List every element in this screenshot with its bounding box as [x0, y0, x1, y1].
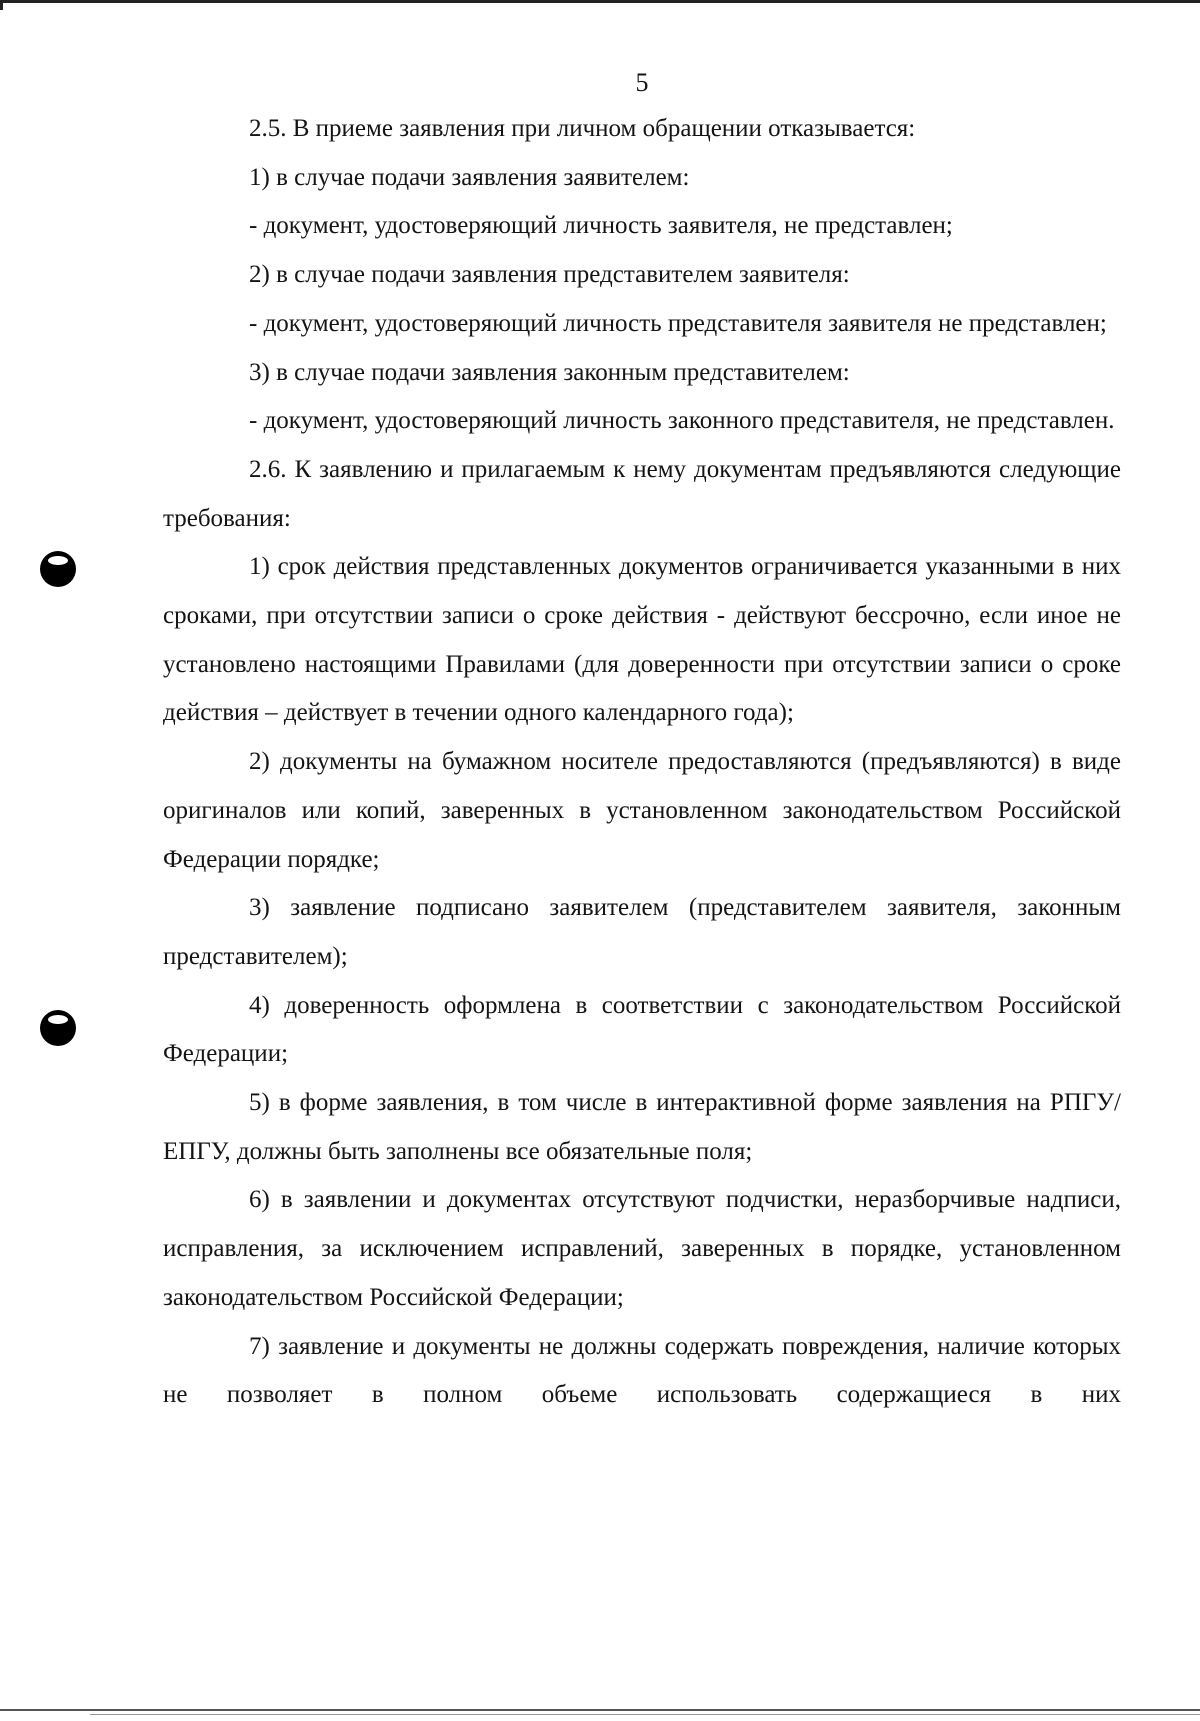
requirement-item: 1) срок действия представленных документов ограничивается указанными в них сроками, при отсутствии записи о сроке действия - действуют бессрочно, если иное не установлено настоящими Правилами (для доверенности при отсутствии записи о сроке действия – действует в течении одного календарного года);: [163, 553, 1121, 727]
requirement-item: 4) доверенность оформлена в соответствии с законодательством Российской Федерации;: [163, 991, 1121, 1068]
paragraph-item: 1) в случае подачи заявления заявителем:: [249, 163, 690, 191]
requirement-item: 3) заявление подписано заявителем (представителем заявителя, законным представителем);: [163, 894, 1121, 970]
scan-edge-mark: [0, 0, 3, 10]
paragraph-item: 2) в случае подачи заявления представителем заявителя:: [249, 261, 850, 289]
paragraph-2-6-heading: 2.6. К заявлению и прилагаемым к нему документам предъявляются следующие требования:: [163, 455, 1121, 532]
requirement-item: 2) документы на бумажном носителе предоставляются (предъявляются) в виде оригиналов или копий, заверенных в установленном законодательством Российской Федерации порядке;: [163, 748, 1121, 873]
requirement-item: 6) в заявлении и документах отсутствуют подчистки, неразборчивые надписи, исправления, за исключением исправлений, заверенных в порядке, установленном законодательством Российской Федерации;: [163, 1186, 1121, 1311]
requirement-item: 5) в форме заявления, в том числе в интерактивной форме заявления на РПГУ/ЕПГУ, должны быть заполнены все обязательные поля;: [163, 1089, 1121, 1165]
paragraph-item: 3) в случае подачи заявления законным представителем:: [249, 358, 850, 386]
punch-hole-icon: [40, 551, 76, 587]
punch-hole-icon: [40, 1010, 76, 1046]
scan-edge-bottom: [0, 1709, 1200, 1711]
paragraph-item: - документ, удостоверяющий личность заявителя, не представлен;: [249, 212, 953, 240]
document-body: [163, 105, 1121, 1420]
page-number: 5: [635, 68, 649, 97]
scan-edge-bottom: [90, 1714, 1200, 1715]
requirement-item: 7) заявление и документы не должны содержать повреждения, наличие которых не позволяет в полном объеме использовать содержащиеся в них: [163, 1332, 1121, 1409]
scan-edge-top: [0, 0, 1200, 3]
paragraph-2-5-heading: 2.5. В приеме заявления при личном обращении отказывается:: [249, 115, 916, 142]
paragraph-item: - документ, удостоверяющий личность представителя заявителя не представлен;: [249, 309, 1107, 337]
paragraph-item: - документ, удостоверяющий личность законного представителя, не представлен.: [249, 407, 1115, 435]
